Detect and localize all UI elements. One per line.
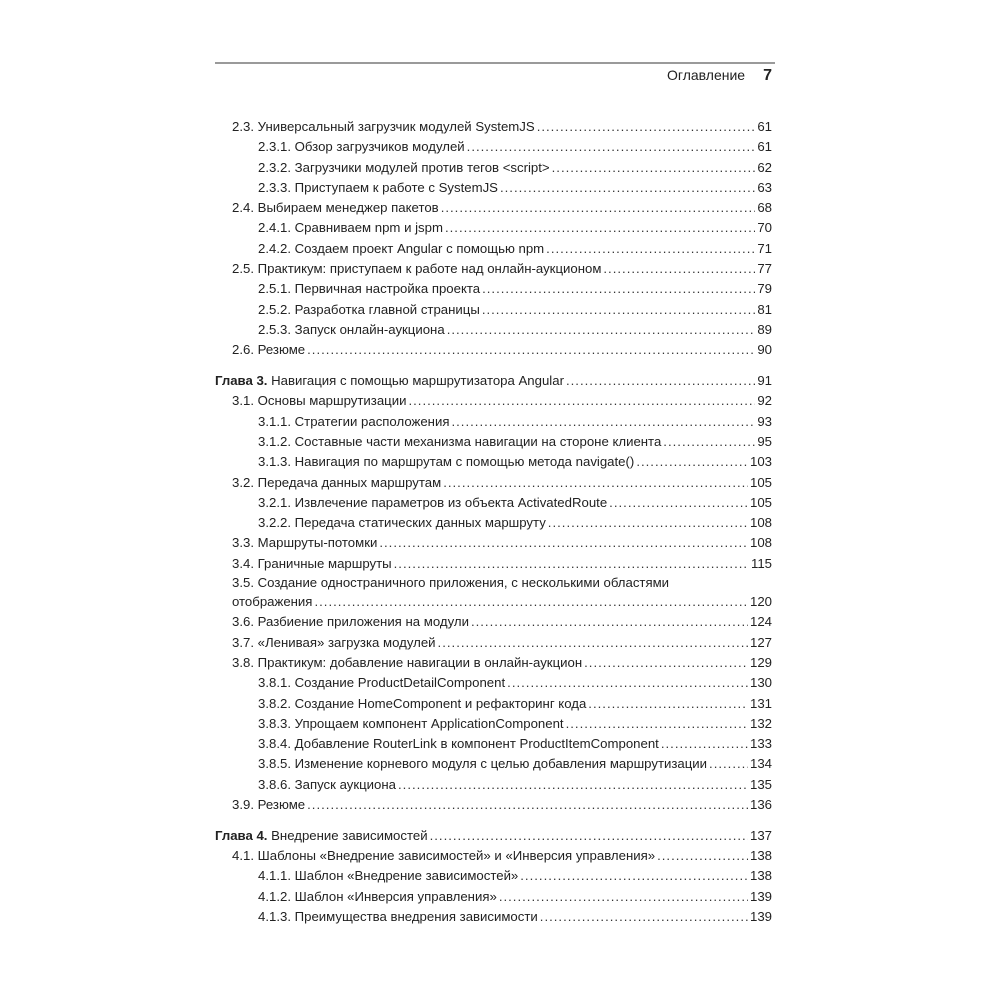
dot-leader — [394, 554, 749, 574]
dot-leader — [307, 795, 748, 815]
dot-leader — [451, 412, 755, 432]
entry-page: 62 — [757, 159, 772, 175]
toc-entry[interactable] — [215, 754, 772, 774]
entry-page: 81 — [757, 301, 772, 317]
entry-page: 124 — [749, 614, 772, 630]
dot-leader — [546, 239, 755, 259]
entry-title: 3.2. Передача данных маршрутам — [232, 474, 442, 490]
dot-leader — [499, 887, 748, 907]
entry-page: 63 — [757, 179, 772, 195]
toc-entry[interactable] — [215, 714, 772, 734]
entry-title: 3.2.1. Извлечение параметров из объекта ActivatedRoute — [258, 494, 608, 510]
toc-entry[interactable] — [215, 218, 772, 238]
entry-page: 129 — [749, 654, 772, 670]
entry-page: 77 — [757, 261, 772, 277]
dot-leader — [661, 734, 748, 754]
dot-leader — [552, 158, 756, 178]
toc-entry[interactable] — [215, 473, 772, 493]
toc-entry[interactable] — [215, 493, 772, 513]
dot-leader — [636, 452, 748, 472]
entry-title: 2.4.1. Сравниваем npm и jspm — [258, 220, 443, 236]
dot-leader — [566, 714, 748, 734]
dot-leader — [540, 907, 748, 927]
entry-title: 3.8.1. Создание ProductDetailComponent — [258, 675, 506, 691]
entry-title: 3.9. Резюме — [232, 797, 306, 812]
header-rule — [215, 62, 775, 64]
entry-title: 3.1.3. Навигация по маршрутам с помощью метода navigate() — [258, 454, 635, 470]
entry-title: 4.1.3. Преимущества внедрения зависимости — [258, 908, 538, 924]
toc-entry[interactable] — [215, 612, 772, 632]
chapter-label: Глава 3. — [215, 373, 268, 389]
toc-entry[interactable] — [215, 432, 772, 452]
section-title: Оглавление — [667, 67, 746, 83]
entry-page: 90 — [757, 342, 772, 358]
entry-page: 136 — [749, 797, 772, 812]
entry-title: 2.4. Выбираем менеджер пакетов — [232, 200, 439, 216]
entry-page: 108 — [749, 515, 772, 531]
entry-title: 2.6. Резюме — [232, 342, 306, 358]
toc-entry[interactable] — [215, 452, 772, 472]
entry-page: 120 — [749, 594, 772, 610]
toc-entry[interactable] — [215, 846, 772, 866]
toc-entry[interactable] — [215, 158, 772, 178]
dot-leader — [430, 826, 748, 846]
entry-page: 92 — [757, 393, 772, 409]
dot-leader — [445, 218, 755, 238]
toc-entry[interactable] — [215, 259, 772, 279]
entry-title: 4.1.1. Шаблон «Внедрение зависимостей» — [258, 868, 519, 884]
entry-page: 133 — [749, 736, 772, 752]
entry-page: 68 — [757, 200, 772, 216]
toc-entry[interactable] — [215, 513, 772, 533]
toc-entry[interactable] — [215, 653, 772, 673]
dot-leader — [482, 279, 755, 299]
dot-leader — [379, 533, 748, 553]
dot-leader — [438, 633, 748, 653]
dot-leader — [500, 178, 755, 198]
dot-leader — [566, 371, 755, 391]
entry-title: 4.1.2. Шаблон «Инверсия управления» — [258, 888, 497, 904]
entry-title: 2.5. Практикум: приступаем к работе над онлайн-аукционом — [232, 261, 602, 277]
entry-page: 134 — [749, 756, 772, 772]
dot-leader — [603, 259, 755, 279]
entry-page: 139 — [749, 908, 772, 924]
toc-entry[interactable] — [215, 574, 772, 592]
entry-title: 3.4. Граничные маршруты — [232, 555, 392, 571]
entry-title: 2.3.2. Загрузчики модулей против тегов <script> — [258, 159, 550, 175]
page-number: 7 — [763, 67, 772, 84]
toc-entry[interactable] — [215, 533, 772, 553]
toc-entry[interactable] — [215, 633, 772, 653]
dot-leader — [520, 866, 748, 886]
entry-page: 61 — [757, 139, 772, 155]
entry-title: 3.3. Маршруты-потомки — [232, 535, 378, 551]
entry-page: 91 — [757, 373, 772, 389]
running-header — [667, 67, 772, 85]
entry-title: 2.3.3. Приступаем к работе с SystemJS — [258, 179, 498, 195]
toc-entry[interactable] — [215, 320, 772, 340]
toc-entry[interactable] — [215, 887, 772, 907]
entry-page: 93 — [757, 413, 772, 429]
toc-chapter[interactable] — [215, 371, 772, 391]
dot-leader — [548, 513, 748, 533]
entry-title: 4.1. Шаблоны «Внедрение зависимостей» и «Инверсия управления» — [232, 848, 656, 864]
entry-title: 2.5.2. Разработка главной страницы — [258, 301, 480, 317]
entry-title: 3.8.2. Создание HomeComponent и рефакторинг кода — [258, 695, 587, 711]
entry-title: 2.3. Универсальный загрузчик модулей SystemJS — [232, 119, 535, 134]
table-of-contents — [215, 117, 772, 927]
dot-leader — [588, 694, 748, 714]
entry-title: Внедрение зависимостей — [271, 827, 428, 843]
dot-leader — [441, 198, 756, 218]
toc-entry[interactable] — [215, 340, 772, 360]
toc-entry[interactable] — [215, 866, 772, 886]
dot-leader — [537, 117, 756, 137]
toc-entry[interactable] — [215, 117, 772, 137]
entry-page: 131 — [749, 695, 772, 711]
entry-title-continued: отображения — [232, 594, 313, 610]
dot-leader — [663, 432, 755, 452]
dot-leader — [584, 653, 748, 673]
dot-leader — [507, 673, 748, 693]
dot-leader — [307, 340, 755, 360]
dot-leader — [709, 754, 748, 774]
dot-leader — [657, 846, 748, 866]
entry-page: 127 — [749, 634, 772, 650]
entry-page: 115 — [750, 555, 772, 571]
toc-entry[interactable] — [215, 198, 772, 218]
entry-title: 3.8. Практикум: добавление навигации в онлайн-аукцион — [232, 654, 583, 670]
entry-title: 3.8.4. Добавление RouterLink в компонент ProductItemComponent — [258, 736, 659, 752]
toc-entry[interactable] — [215, 279, 772, 299]
toc-entry[interactable] — [215, 300, 772, 320]
entry-page: 139 — [749, 888, 772, 904]
entry-title: 3.8.3. Упрощаем компонент ApplicationComponent — [258, 715, 564, 731]
toc-entry[interactable] — [215, 673, 772, 693]
entry-title: 3.1. Основы маршрутизации — [232, 393, 407, 409]
dot-leader — [467, 137, 756, 157]
toc-entry[interactable] — [215, 734, 772, 754]
entry-page: 61 — [757, 119, 772, 134]
entry-page: 137 — [749, 827, 772, 843]
entry-page: 132 — [749, 715, 772, 731]
entry-title: 3.2.2. Передача статических данных маршруту — [258, 515, 546, 531]
entry-page: 70 — [757, 220, 772, 236]
entry-title: 2.4.2. Создаем проект Angular с помощью npm — [258, 240, 545, 256]
dot-leader — [609, 493, 748, 513]
entry-page: 89 — [757, 321, 772, 337]
toc-entry[interactable] — [215, 391, 772, 411]
dot-leader — [443, 473, 748, 493]
toc-entry[interactable] — [215, 239, 772, 259]
dot-leader — [408, 391, 755, 411]
entry-title: 3.8.5. Изменение корневого модуля с целью добавления маршрутизации — [258, 756, 708, 772]
entry-title: 3.8.6. Запуск аукциона — [258, 776, 396, 792]
toc-entry[interactable] — [215, 907, 772, 927]
dot-leader — [447, 320, 756, 340]
entry-page: 105 — [749, 494, 772, 510]
toc-entry[interactable] — [215, 412, 772, 432]
entry-page: 138 — [749, 848, 772, 864]
entry-title: 2.5.3. Запуск онлайн-аукциона — [258, 321, 445, 337]
entry-title: 2.3.1. Обзор загрузчиков модулей — [258, 139, 465, 155]
entry-title: 3.7. «Ленивая» загрузка модулей — [232, 634, 436, 650]
entry-title: 3.5. Создание одностраничного приложения, с несколькими областями — [232, 575, 670, 591]
entry-title: 3.1.1. Стратегии расположения — [258, 413, 450, 429]
toc-chapter[interactable] — [215, 826, 772, 846]
entry-page: 108 — [749, 535, 772, 551]
entry-title: Навигация с помощью маршрутизатора Angular — [271, 373, 564, 389]
chapter-label: Глава 4. — [215, 827, 268, 843]
entry-page: 103 — [749, 454, 772, 470]
toc-entry[interactable] — [215, 694, 772, 714]
entry-title: 3.1.2. Составные части механизма навигации на стороне клиента — [258, 433, 662, 449]
toc-entry[interactable] — [215, 178, 772, 198]
entry-title: 2.5.1. Первичная настройка проекта — [258, 281, 481, 297]
entry-page: 105 — [749, 474, 772, 490]
entry-page: 95 — [757, 433, 772, 449]
toc-entry-continued[interactable] — [215, 592, 772, 612]
entry-page: 130 — [749, 675, 772, 691]
toc-entry[interactable] — [215, 554, 772, 574]
toc-entry[interactable] — [215, 137, 772, 157]
toc-entry[interactable] — [215, 795, 772, 815]
entry-page: 71 — [757, 240, 772, 256]
dot-leader — [398, 775, 748, 795]
entry-page: 135 — [749, 776, 772, 792]
toc-entry[interactable] — [215, 775, 772, 795]
dot-leader — [471, 612, 748, 632]
dot-leader — [314, 592, 748, 612]
entry-page: 79 — [757, 281, 772, 297]
entry-page: 138 — [749, 868, 772, 884]
entry-title: 3.6. Разбиение приложения на модули — [232, 614, 469, 630]
dot-leader — [482, 300, 756, 320]
